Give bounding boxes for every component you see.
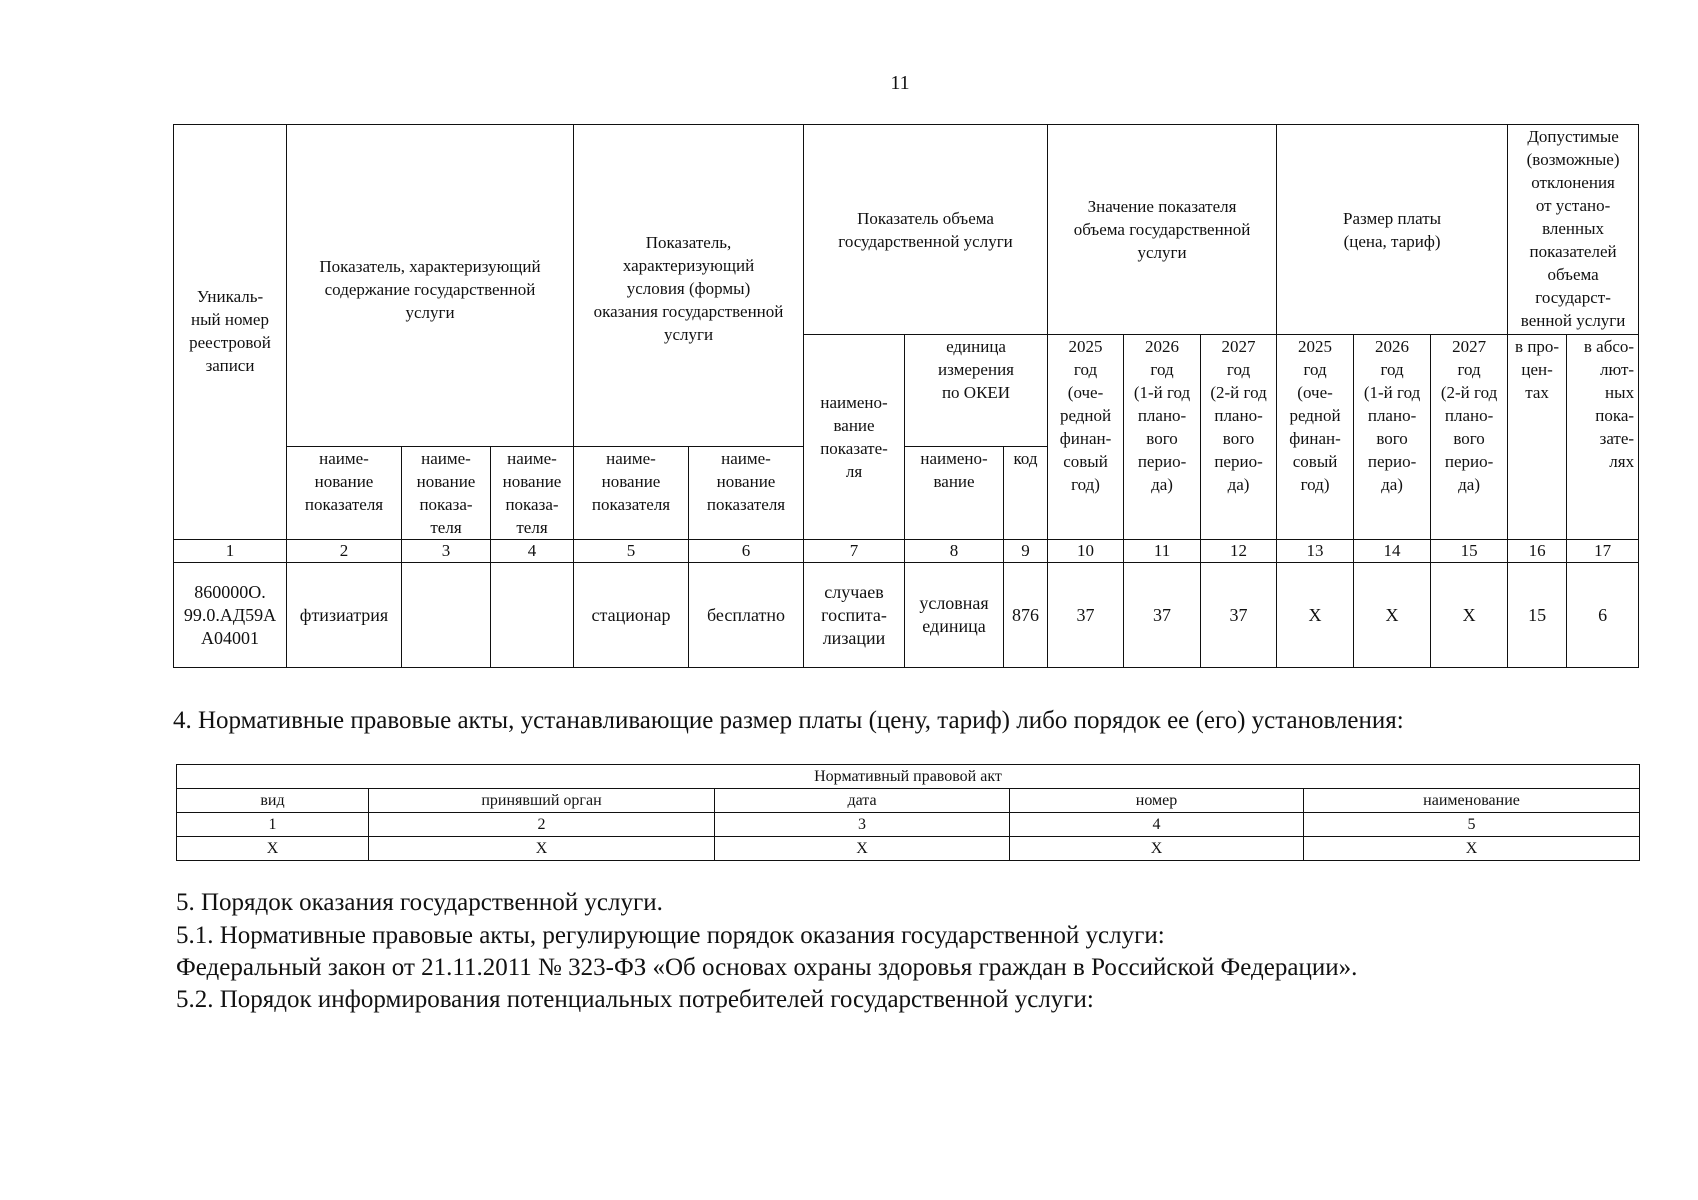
column-number: 11: [1124, 540, 1201, 563]
header-deviation-group: Допустимые (возможные) отклонения от устано- вленных показателей объема государст- венной услуги: [1508, 125, 1639, 335]
acts-cell-authority: X: [369, 837, 715, 861]
column-number: 7: [804, 540, 905, 563]
cell-fee-2027: X: [1431, 563, 1508, 668]
column-number: 2: [287, 540, 402, 563]
column-number: 6: [689, 540, 804, 563]
header-volume-indicator-group: Показатель объема государственной услуги: [804, 125, 1048, 335]
acts-col-name: наименование: [1304, 789, 1640, 813]
cell-deviation-percent: 15: [1508, 563, 1567, 668]
page-number: 11: [890, 72, 910, 94]
table-row: [177, 837, 1640, 861]
column-number: 3: [402, 540, 491, 563]
header-content-col-2: наиме- нование показа- теля: [402, 447, 491, 540]
acts-cell-date: X: [715, 837, 1010, 861]
column-number: 2: [369, 813, 715, 837]
acts-col-authority: принявший орган: [369, 789, 715, 813]
header-fee-year-2027: 2027 год (2-й год плано- вого перио- да): [1431, 335, 1508, 540]
header-unit-name: наимено- вание: [905, 447, 1004, 540]
header-fee-year-2025: 2025 год (оче- редной финан- совый год): [1277, 335, 1354, 540]
header-fee-year-2026: 2026 год (1-й год плано- вого перио- да): [1354, 335, 1431, 540]
column-number: 15: [1431, 540, 1508, 563]
cell-condition-2: бесплатно: [689, 563, 804, 668]
header-content-group: Показатель, характеризующий содержание государственной услуги: [287, 125, 574, 447]
header-content-col-1: наиме- нование показателя: [287, 447, 402, 540]
column-number: 14: [1354, 540, 1431, 563]
column-number: 4: [1010, 813, 1304, 837]
cell-unit-name: условная единица: [905, 563, 1004, 668]
cell-unit-code: 876: [1004, 563, 1048, 668]
acts-col-date: дата: [715, 789, 1010, 813]
acts-table-title: Нормативный правовой акт: [177, 765, 1640, 789]
column-number: 12: [1201, 540, 1277, 563]
column-number-row: [174, 540, 1639, 563]
header-unique-number: Уникаль- ный номер реестровой записи: [174, 125, 287, 540]
section-5-1-heading: 5.1. Нормативные правовые акты, регулирующие порядок оказания государственной услуги:: [176, 922, 1165, 949]
column-number: 4: [491, 540, 574, 563]
column-number: 8: [905, 540, 1004, 563]
column-number: 5: [574, 540, 689, 563]
cell-value-2027: 37: [1201, 563, 1277, 668]
header-fee-group: Размер платы (цена, тариф): [1277, 125, 1508, 335]
acts-col-type: вид: [177, 789, 369, 813]
cell-fee-2025: X: [1277, 563, 1354, 668]
cell-content-indicator-3: [491, 563, 574, 668]
cell-value-2025: 37: [1048, 563, 1124, 668]
column-number: 1: [177, 813, 369, 837]
header-unit-okei: единица измерения по ОКЕИ: [905, 335, 1048, 447]
header-value-year-2025: 2025 год (оче- редной финан- совый год): [1048, 335, 1124, 540]
service-volume-table: [173, 124, 1639, 668]
cell-content-indicator-2: [402, 563, 491, 668]
header-deviation-absolute: в абсо- лют- ных пока- зате- лях: [1567, 335, 1639, 540]
acts-col-number: номер: [1010, 789, 1304, 813]
section-4-heading: 4. Нормативные правовые акты, устанавливающие размер платы (цену, тариф) либо порядок ее (его) установления:: [173, 707, 1404, 734]
header-conditions-col-1: наиме- нование показателя: [574, 447, 689, 540]
cell-condition-1: стационар: [574, 563, 689, 668]
section-5-2-heading: 5.2. Порядок информирования потенциальных потребителей государственной услуги:: [176, 986, 1094, 1013]
acts-cell-type: X: [177, 837, 369, 861]
column-number: 13: [1277, 540, 1354, 563]
table-row: [174, 563, 1639, 668]
federal-law-reference: Федеральный закон от 21.11.2011 № 323-ФЗ «Об основах охраны здоровья граждан в Российской Федерации».: [176, 954, 1358, 981]
acts-cell-name: X: [1304, 837, 1640, 861]
cell-value-2026: 37: [1124, 563, 1201, 668]
header-value-year-2027: 2027 год (2-й год плано- вого перио- да): [1201, 335, 1277, 540]
column-number: 1: [174, 540, 287, 563]
header-volume-value-group: Значение показателя объема государственной услуги: [1048, 125, 1277, 335]
column-number: 9: [1004, 540, 1048, 563]
acts-cell-number: X: [1010, 837, 1304, 861]
cell-volume-indicator-name: случаев госпита- лизации: [804, 563, 905, 668]
header-conditions-group: Показатель, характеризующий условия (формы) оказания государственной услуги: [574, 125, 804, 447]
header-deviation-percent: в про- цен- тах: [1508, 335, 1567, 540]
section-5-heading: 5. Порядок оказания государственной услуги.: [176, 889, 663, 916]
header-conditions-col-2: наиме- нование показателя: [689, 447, 804, 540]
cell-deviation-absolute: 6: [1567, 563, 1639, 668]
header-unit-code: код: [1004, 447, 1048, 540]
column-number: 5: [1304, 813, 1640, 837]
column-number: 3: [715, 813, 1010, 837]
column-number: 17: [1567, 540, 1639, 563]
column-number: 10: [1048, 540, 1124, 563]
cell-registry-number: 860000О. 99.0.АД59А А04001: [174, 563, 287, 668]
cell-fee-2026: X: [1354, 563, 1431, 668]
header-volume-name: наимено- вание показате- ля: [804, 335, 905, 540]
column-number: 16: [1508, 540, 1567, 563]
header-content-col-3: наиме- нование показа- теля: [491, 447, 574, 540]
legal-acts-table: [176, 764, 1640, 861]
cell-content-indicator-1: фтизиатрия: [287, 563, 402, 668]
header-value-year-2026: 2026 год (1-й год плано- вого перио- да): [1124, 335, 1201, 540]
